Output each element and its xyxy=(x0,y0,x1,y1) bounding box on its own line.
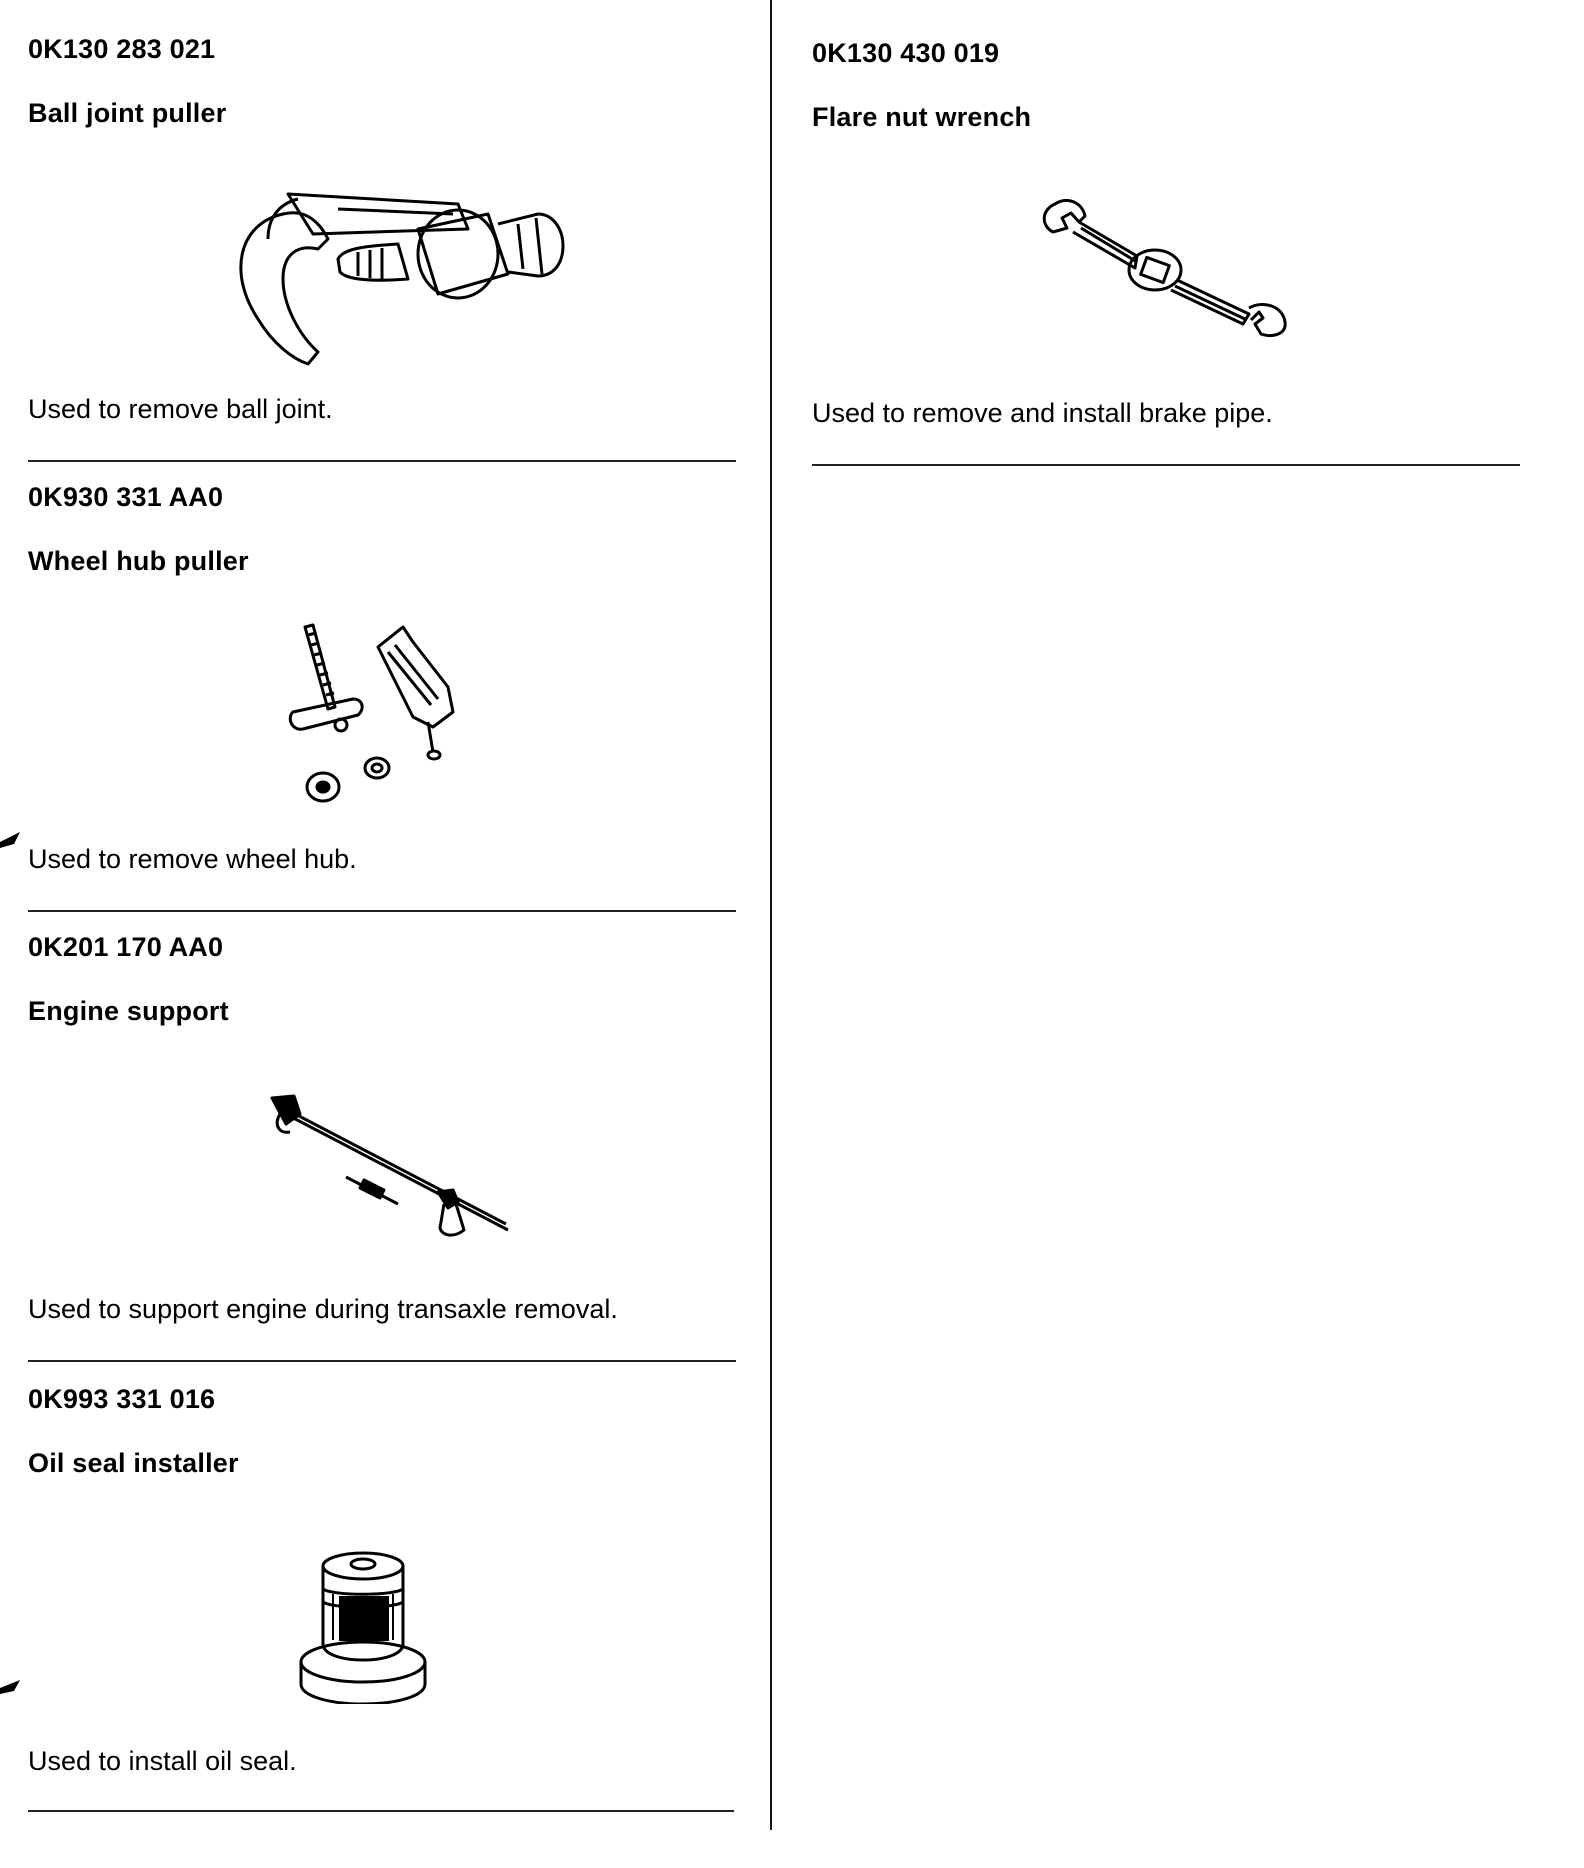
section-divider xyxy=(28,910,736,912)
margin-mark-1 xyxy=(0,830,22,855)
tool-description: Used to remove wheel hub. xyxy=(28,844,357,874)
tool-name: Ball joint puller xyxy=(28,98,227,128)
tool-name: Wheel hub puller xyxy=(28,546,249,576)
section-divider xyxy=(28,1360,736,1362)
flare-nut-wrench-icon xyxy=(1037,188,1297,338)
tool-name: Oil seal installer xyxy=(28,1448,239,1478)
section-divider xyxy=(28,460,736,462)
tool-description: Used to remove ball joint. xyxy=(28,394,333,424)
tool-description: Used to remove and install brake pipe. xyxy=(812,398,1273,428)
margin-mark-2 xyxy=(0,1678,22,1703)
tool-name: Engine support xyxy=(28,996,229,1026)
tool-description: Used to support engine during transaxle removal. xyxy=(28,1294,618,1324)
engine-support-icon xyxy=(268,1092,528,1252)
part-number: 0K993 331 016 xyxy=(28,1384,216,1414)
ball-joint-puller-icon xyxy=(218,184,588,374)
wheel-hub-puller-icon xyxy=(283,617,493,812)
part-number: 0K130 283 021 xyxy=(28,34,216,64)
part-number: 0K130 430 019 xyxy=(812,38,1000,68)
oil-seal-installer-icon xyxy=(293,1544,433,1704)
column-divider xyxy=(770,0,772,1830)
section-divider xyxy=(28,1810,734,1812)
part-number: 0K930 331 AA0 xyxy=(28,482,224,512)
part-number: 0K201 170 AA0 xyxy=(28,932,224,962)
section-divider xyxy=(812,464,1520,466)
tool-description: Used to install oil seal. xyxy=(28,1746,297,1776)
tool-name: Flare nut wrench xyxy=(812,102,1032,132)
